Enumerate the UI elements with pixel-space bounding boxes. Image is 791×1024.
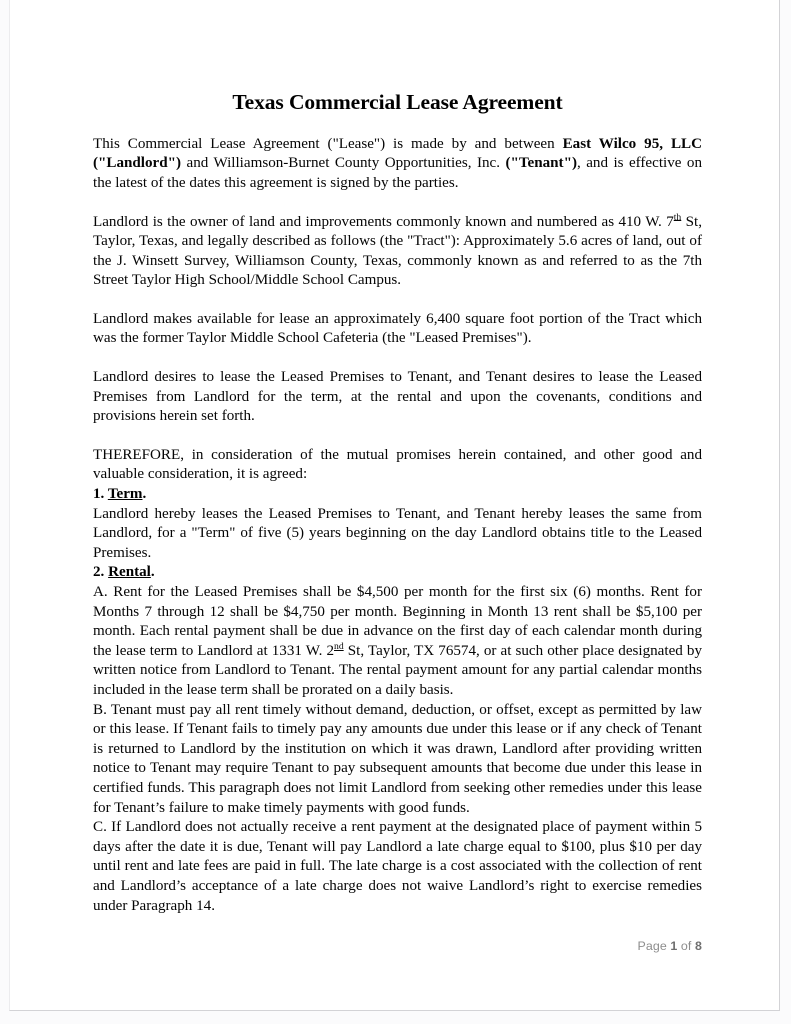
section-1-body: Landlord hereby leases the Leased Premises to Tenant, and Tenant hereby leases the same from Landlord, for a "Term" of five (5) years beginning on the day Landlord obtains title to the Leased Premises. [93, 505, 702, 561]
parties-text-tail: , and is effective on the latest of the dates this agreement is signed by the parties. [93, 155, 702, 191]
paragraph-property-description [93, 213, 702, 291]
footer-total-pages: 8 [695, 939, 702, 953]
paragraph-parties [93, 135, 702, 194]
paragraph-therefore: THEREFORE, in consideration of the mutual promises herein contained, and other good and valuable consideration, it is agreed: [93, 446, 702, 483]
footer-prefix: Page [637, 939, 671, 953]
section-number-2: 2. [93, 564, 109, 581]
document-page [9, 0, 780, 1011]
footer-current-page: 1 [670, 939, 678, 953]
section-2-clause-a [93, 583, 702, 701]
section-2-clause-c: C. If Landlord does not actually receive a rent payment at the designated place of payment within 5 days after the date it is due, Tenant will pay Landlord a late charge equal to $100, plus $10 per day until rent and late fees are paid in full. The late charge is a cost associated with the collection of rent and Landlord’s acceptance of a late charge does not waive Landlord’s right to exercise remedies under Paragraph 14. [93, 819, 702, 914]
section-period-2: . [150, 564, 155, 581]
clause-a-text-tail: St, Taylor, TX 76574, or at such other place designated by written notice from Landlord to Tenant. The rental payment amount for any partial calendar months included in the lease term shall be prorated on a daily basis. [93, 642, 702, 698]
section-title-term: Term [107, 486, 143, 503]
section-number-1: 1. [93, 486, 108, 503]
parties-text-lead: This Commercial Lease Agreement ("Lease") is made by and between [93, 135, 563, 152]
clause-a-text-lead: A. Rent for the Leased Premises shall be $4,500 per month for the first six (6) months. Rent for Months 7 through 12 shall be $4,750 per month. Beginning in Month 13 rent shall be $5,100 per month. Each rental payment shall be due in advance on the first day of each calendar month during the lease term to Landlord at 1331 W. 2 [93, 584, 702, 659]
page-title: Texas Commercial Lease Agreement [232, 90, 563, 114]
section-period-1: . [142, 486, 147, 503]
tenant-label-bold: ("Tenant") [505, 155, 577, 172]
property-address-lead: Landlord is the owner of land and improvements commonly known and numbered as 410 W. 7 [93, 213, 674, 230]
page-footer [93, 939, 702, 953]
ordinal-suffix-nd: nd [334, 640, 344, 652]
ordinal-suffix-th: th [673, 211, 682, 223]
tenant-lead-text: and Williamson-Burnet County Opportunities, Inc. [181, 155, 506, 172]
paragraph-lease-desire: Landlord desires to lease the Leased Premises to Tenant, and Tenant desires to lease the Leased Premises from Landlord for the term, at the rental and upon the covenants, conditions and provisions herein set forth. [93, 369, 702, 425]
section-heading-rental [93, 563, 702, 583]
page-content-area [93, 0, 702, 1010]
paragraph-leased-premises: Landlord makes available for lease an approximately 6,400 square foot portion of the Tract which was the former Taylor Middle School Cafeteria (the "Leased Premises"). [93, 310, 702, 347]
landlord-name-bold: East Wilco 95, LLC ("Landlord") [93, 135, 702, 172]
section-heading-term [93, 485, 702, 505]
section-2-clause-b: B. Tenant must pay all rent timely without demand, deduction, or offset, except as permitted by law or this lease. If Tenant fails to timely pay any amounts due under this lease or if any check of Tenant is returned to Landlord by the institution on which it was drawn, Landlord after providing written notice to Tenant may require Tenant to pay subsequent amounts that become due under this lease in certified funds. This paragraph does not limit Landlord from seeking other remedies under this lease for Tenant’s failure to make timely payments with good funds. [93, 701, 702, 816]
section-title-rental: Rental [108, 564, 151, 581]
footer-middle: of [677, 939, 695, 953]
property-legal-description: St, Taylor, Texas, and legally described as follows (the "Tract"): Approximately 5.6 acres of land, out of the J. Winsett Survey, Williamson County, Texas, commonly known as and referred to as the 7th Street Taylor High School/Middle School Campus. [93, 213, 702, 289]
